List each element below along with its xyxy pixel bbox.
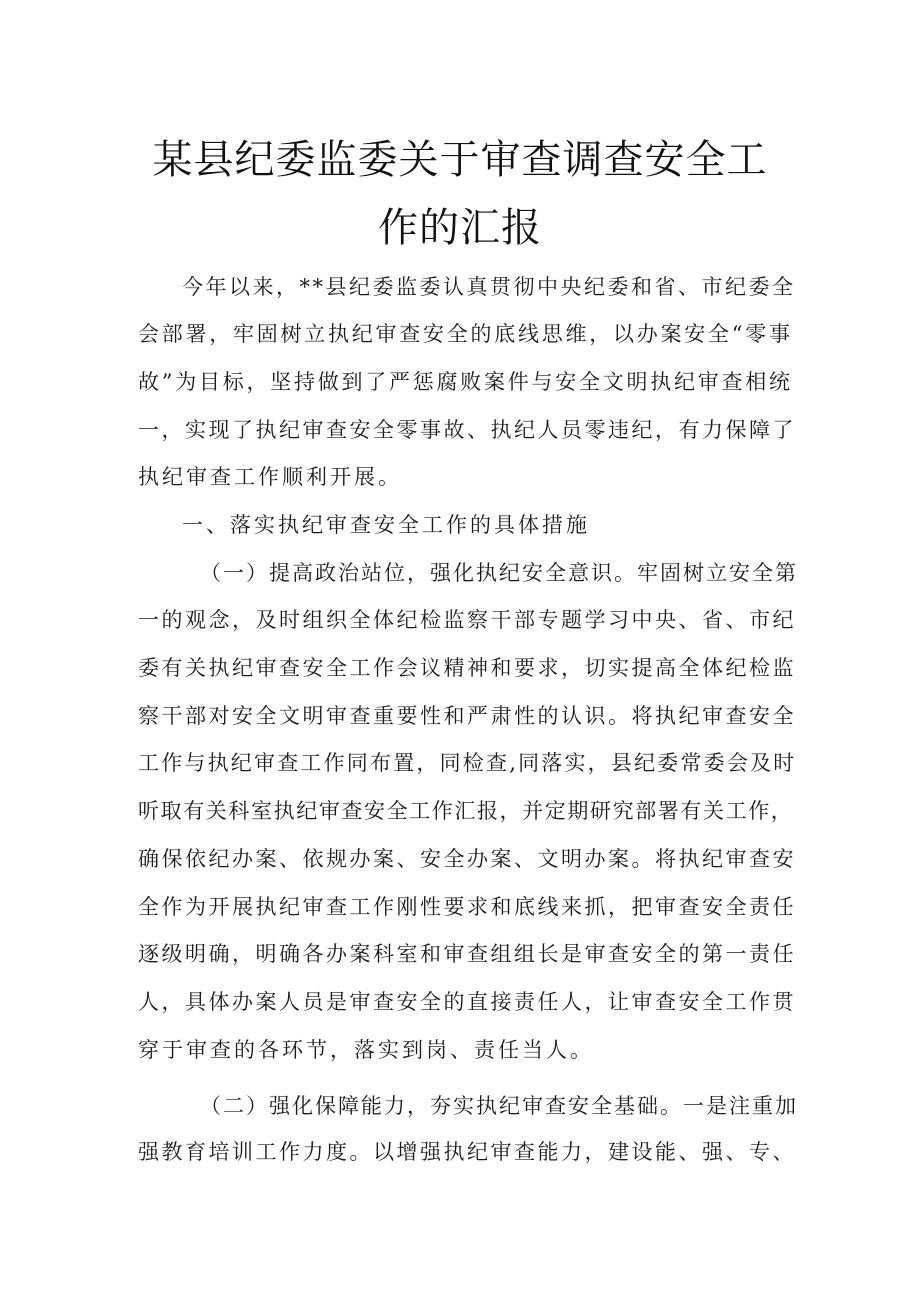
- paragraph-intro-line-3: 故”为目标，坚持做到了严惩腐败案件与安全文明执纪审查相统: [138, 370, 793, 394]
- paragraph-intro-line-5: 执纪审查工作顺利开展。: [138, 465, 402, 489]
- document-title-line-1: 某县纪委监委关于审查调查安全工: [152, 137, 768, 183]
- paragraph-2-line-1: （二）强化保障能力，夯实执纪审查安全基础。一是注重加: [200, 1094, 798, 1118]
- paragraph-1-line-7: 确保依纪办案、依规办案、安全办案、文明办案。将执纪审查安: [138, 847, 796, 871]
- paragraph-2-line-2: 强教育培训工作力度。以增强执纪审查能力，建设能、强、专、: [138, 1140, 796, 1164]
- paragraph-1-line-5: 工作与执纪审查工作同布置，同检查,同落实，县纪委常委会及时: [138, 751, 797, 775]
- paragraph-1-line-1: （一）提高政治站位，强化执纪安全意识。牢固树立安全第: [200, 561, 798, 585]
- paragraph-1-line-10: 人，具体办案人员是审查安全的直接责任人，让审查安全工作贯: [138, 990, 796, 1014]
- paragraph-1-line-6: 听取有关科室执纪审查安全工作汇报，并定期研究部署有关工作，: [138, 799, 794, 823]
- paragraph-1-line-2: 一的观念，及时组织全体纪检监察干部专题学习中央、省、市纪: [138, 608, 796, 632]
- paragraph-1-line-9: 逐级明确，明确各办案科室和审查组组长是审查安全的第一责任: [138, 942, 796, 966]
- section-heading-1: 一、落实执纪审查安全工作的具体措施: [182, 513, 590, 537]
- paragraph-1-line-11: 穿于审查的各环节，落实到岗、责任当人。: [138, 1038, 594, 1062]
- paragraph-1-line-8: 全作为开展执纪审查工作刚性要求和底线来抓，把审查安全责任: [138, 895, 796, 919]
- paragraph-1-line-4: 察干部对安全文明审查重要性和严肃性的认识。将执纪审查安全: [138, 704, 796, 728]
- paragraph-intro-line-1: 今年以来，**县纪委监委认真贯彻中央纪委和省、市纪委全: [182, 275, 796, 299]
- paragraph-intro-line-2: 会部署，牢固树立执纪审查安全的底线思维，以办案安全“零事: [138, 322, 793, 346]
- paragraph-1-line-3: 委有关执纪审查安全工作会议精神和要求，切实提高全体纪检监: [138, 656, 796, 680]
- document-title-line-2: 作的汇报: [378, 205, 542, 251]
- paragraph-intro-line-4: 一，实现了执纪审查安全零事故、执纪人员零违纪，有力保障了: [138, 418, 796, 442]
